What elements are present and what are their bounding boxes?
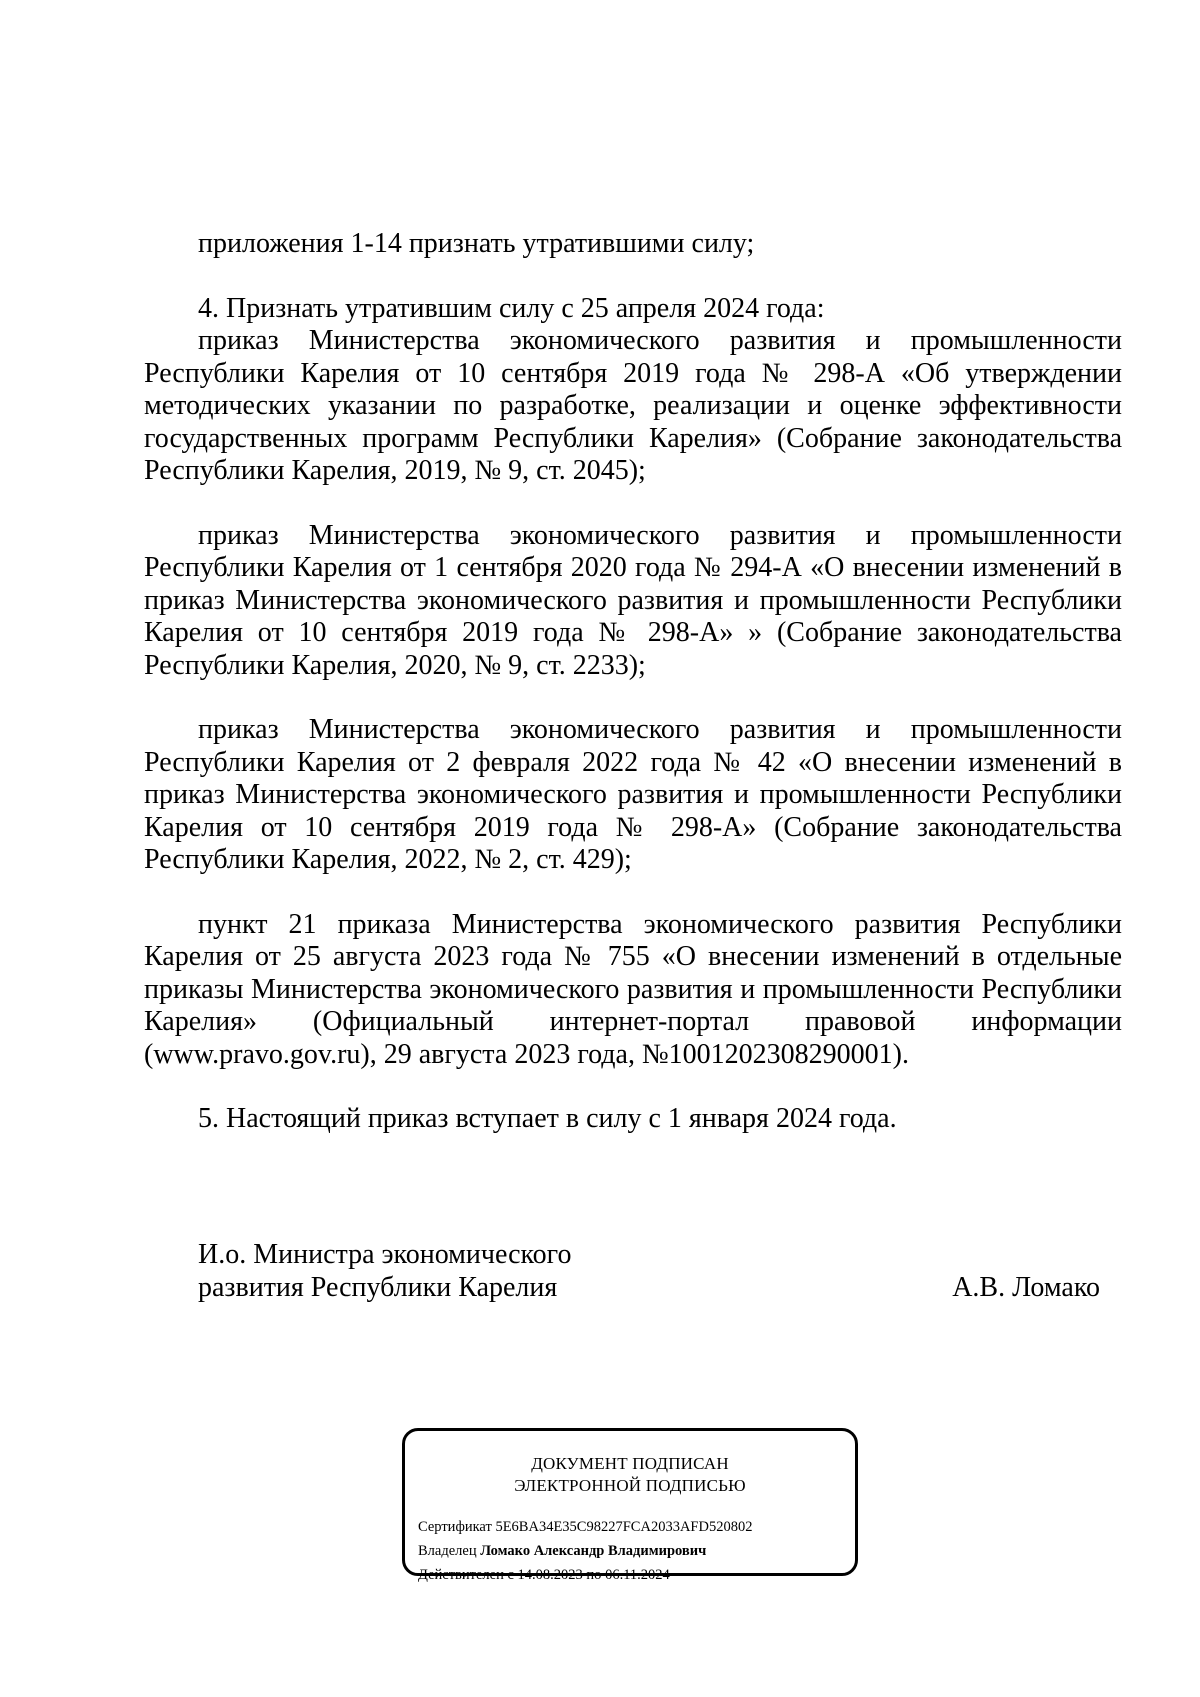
paragraph-order-42: приказ Министерства экономического развития и промышленности Республики Карелия от 2 февраля 2022 года № 42 «О внесении изменений в приказ Министерства экономического развития и промышленности Республики Карелия от 10 сентября 2019 года № 298-А» (Собрание законодательства Республики Карелия, 2022, № 2, ст. 429); — [144, 714, 1122, 875]
paragraph-item-5-effective-date: 5. Настоящий приказ вступает в силу с 1 января 2024 года. — [198, 1103, 897, 1134]
valid-to-label: по — [586, 1567, 602, 1583]
certificate-label: Сертификат — [418, 1519, 492, 1535]
certificate-value: 5E6BA34E35C98227FCA2033AFD520802 — [495, 1519, 753, 1535]
signature-block — [198, 1238, 1122, 1304]
stamp-title — [405, 1453, 855, 1497]
stamp-title-line2: ЭЛЕКТРОННОЙ ПОДПИСЬЮ — [514, 1476, 746, 1495]
valid-from: 14.08.2023 — [517, 1567, 583, 1583]
valid-label: Действителен с — [418, 1567, 514, 1583]
stamp-validity-row — [418, 1563, 752, 1587]
owner-label: Владелец — [418, 1543, 477, 1559]
paragraph-annexes-repealed: приложения 1-14 признать утратившими силу; — [198, 228, 755, 259]
stamp-title-line1: ДОКУМЕНТ ПОДПИСАН — [531, 1454, 729, 1473]
owner-value: Ломако Александр Владимирович — [480, 1543, 707, 1559]
paragraph-item-21-order-755: пункт 21 приказа Министерства экономического развития Республики Карелия от 25 августа 2023 года № 755 «О внесении изменений в отдельные приказы Министерства экономического развития и промышленности Республики Карелия» (Официальный интернет-портал правовой информации (www.pravo.gov.ru), 29 августа 2023 года, №1001202308290001). — [144, 908, 1122, 1070]
paragraph-order-298a: приказ Министерства экономического развития и промышленности Республики Карелия от 10 сентября 2019 года № 298-А «Об утверждении методических указании по разработке, реализации и оценке эффективности государственных программ Республики Карелия» (Собрание законодательства Республики Карелия, 2019, № 9, ст. 2045); — [144, 325, 1122, 486]
valid-to: 06.11.2024 — [605, 1567, 670, 1583]
paragraph-item-4-heading: 4. Признать утратившим силу с 25 апреля 2024 года: — [198, 292, 825, 324]
electronic-signature-stamp — [402, 1428, 858, 1583]
signatory-name: А.В. Ломако — [952, 1272, 1100, 1303]
signatory-position-line2: развития Республики Карелия — [198, 1272, 558, 1303]
stamp-certificate-row — [418, 1515, 752, 1539]
stamp-details — [418, 1515, 752, 1587]
document-body — [144, 228, 1122, 1136]
stamp-owner-row — [418, 1539, 752, 1563]
signatory-position-line1: И.о. Министра экономического — [198, 1239, 572, 1270]
paragraph-order-294a: приказ Министерства экономического развития и промышленности Республики Карелия от 1 сентября 2020 года № 294-А «О внесении изменений в приказ Министерства экономического развития и промышленности Республики Карелия от 10 сентября 2019 года № 298-А» » (Собрание законодательства Республики Карелия, 2020, № 9, ст. 2233); — [144, 519, 1122, 681]
